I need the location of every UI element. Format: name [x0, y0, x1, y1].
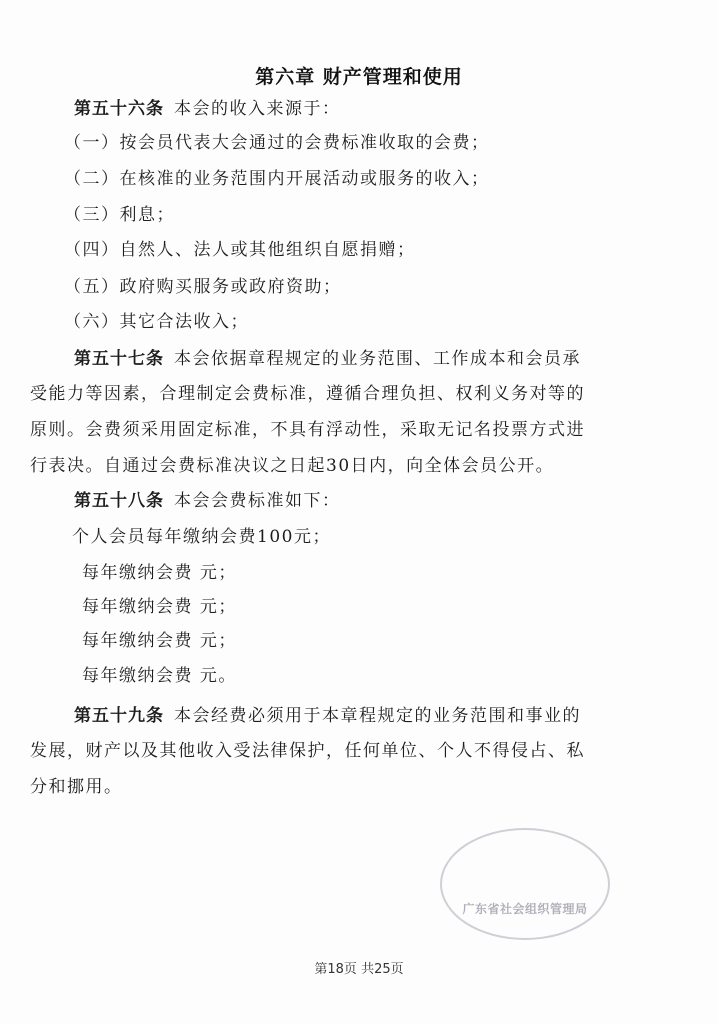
page-number: 第18页 共25页 — [314, 962, 404, 977]
article-59-line-1: 第五十九条 本会经费必须用于本章程规定的业务范围和事业的 — [74, 706, 581, 726]
article-58-number: 第五十八条 — [74, 491, 164, 511]
article-57-number: 第五十七条 — [74, 349, 164, 369]
article-56-item-4: （四）自然人、法人或其他组织自愿捐赠； — [64, 240, 416, 260]
article-57-line-4: 行表决。自通过会费标准决议之日起30日内，向全体会员公开。 — [30, 456, 555, 476]
article-59-number: 第五十九条 — [74, 706, 164, 726]
article-56-item-1: （一）按会员代表大会通过的会费标准收取的会费； — [64, 133, 490, 153]
official-seal — [440, 828, 610, 940]
article-57-line-1: 第五十七条 本会依据章程规定的业务范围、工作成本和会员承 — [74, 349, 581, 369]
article-58-line-5: 每年缴纳会费 元； — [82, 631, 237, 651]
article-57-line-3: 原则。会费须采用固定标准，不具有浮动性，采取无记名投票方式进 — [30, 420, 585, 440]
seal-text: 广东省社会组织管理局 — [462, 902, 588, 916]
article-56-item-2: （二）在核准的业务范围内开展活动或服务的收入； — [64, 169, 490, 189]
article-59-line-3: 分和挪用。 — [30, 777, 123, 797]
article-56-item-5: （五）政府购买服务或政府资助； — [64, 277, 342, 297]
article-57-line-2: 受能力等因素，合理制定会费标准，遵循合理负担、权利义务对等的 — [30, 384, 585, 404]
article-58-line-1: 第五十八条 本会会费标准如下： — [74, 491, 341, 511]
article-58-line-4: 每年缴纳会费 元； — [82, 597, 237, 617]
article-58-line-2: 个人会员每年缴纳会费100元； — [72, 527, 331, 547]
article-56-intro — [74, 99, 341, 119]
article-56-text: 本会的收入来源于： — [174, 99, 341, 119]
article-59-line-2: 发展，财产以及其他收入受法律保护，任何单位、个人不得侵占、私 — [30, 741, 585, 761]
article-58-line-3: 每年缴纳会费 元； — [82, 563, 237, 583]
article-56-number: 第五十六条 — [74, 99, 164, 119]
chapter-title: 第六章 财产管理和使用 — [255, 66, 463, 88]
article-58-line-6: 每年缴纳会费 元。 — [82, 666, 237, 686]
article-56-item-6: （六）其它合法收入； — [64, 312, 249, 332]
article-56-item-3: （三）利息； — [64, 205, 175, 225]
